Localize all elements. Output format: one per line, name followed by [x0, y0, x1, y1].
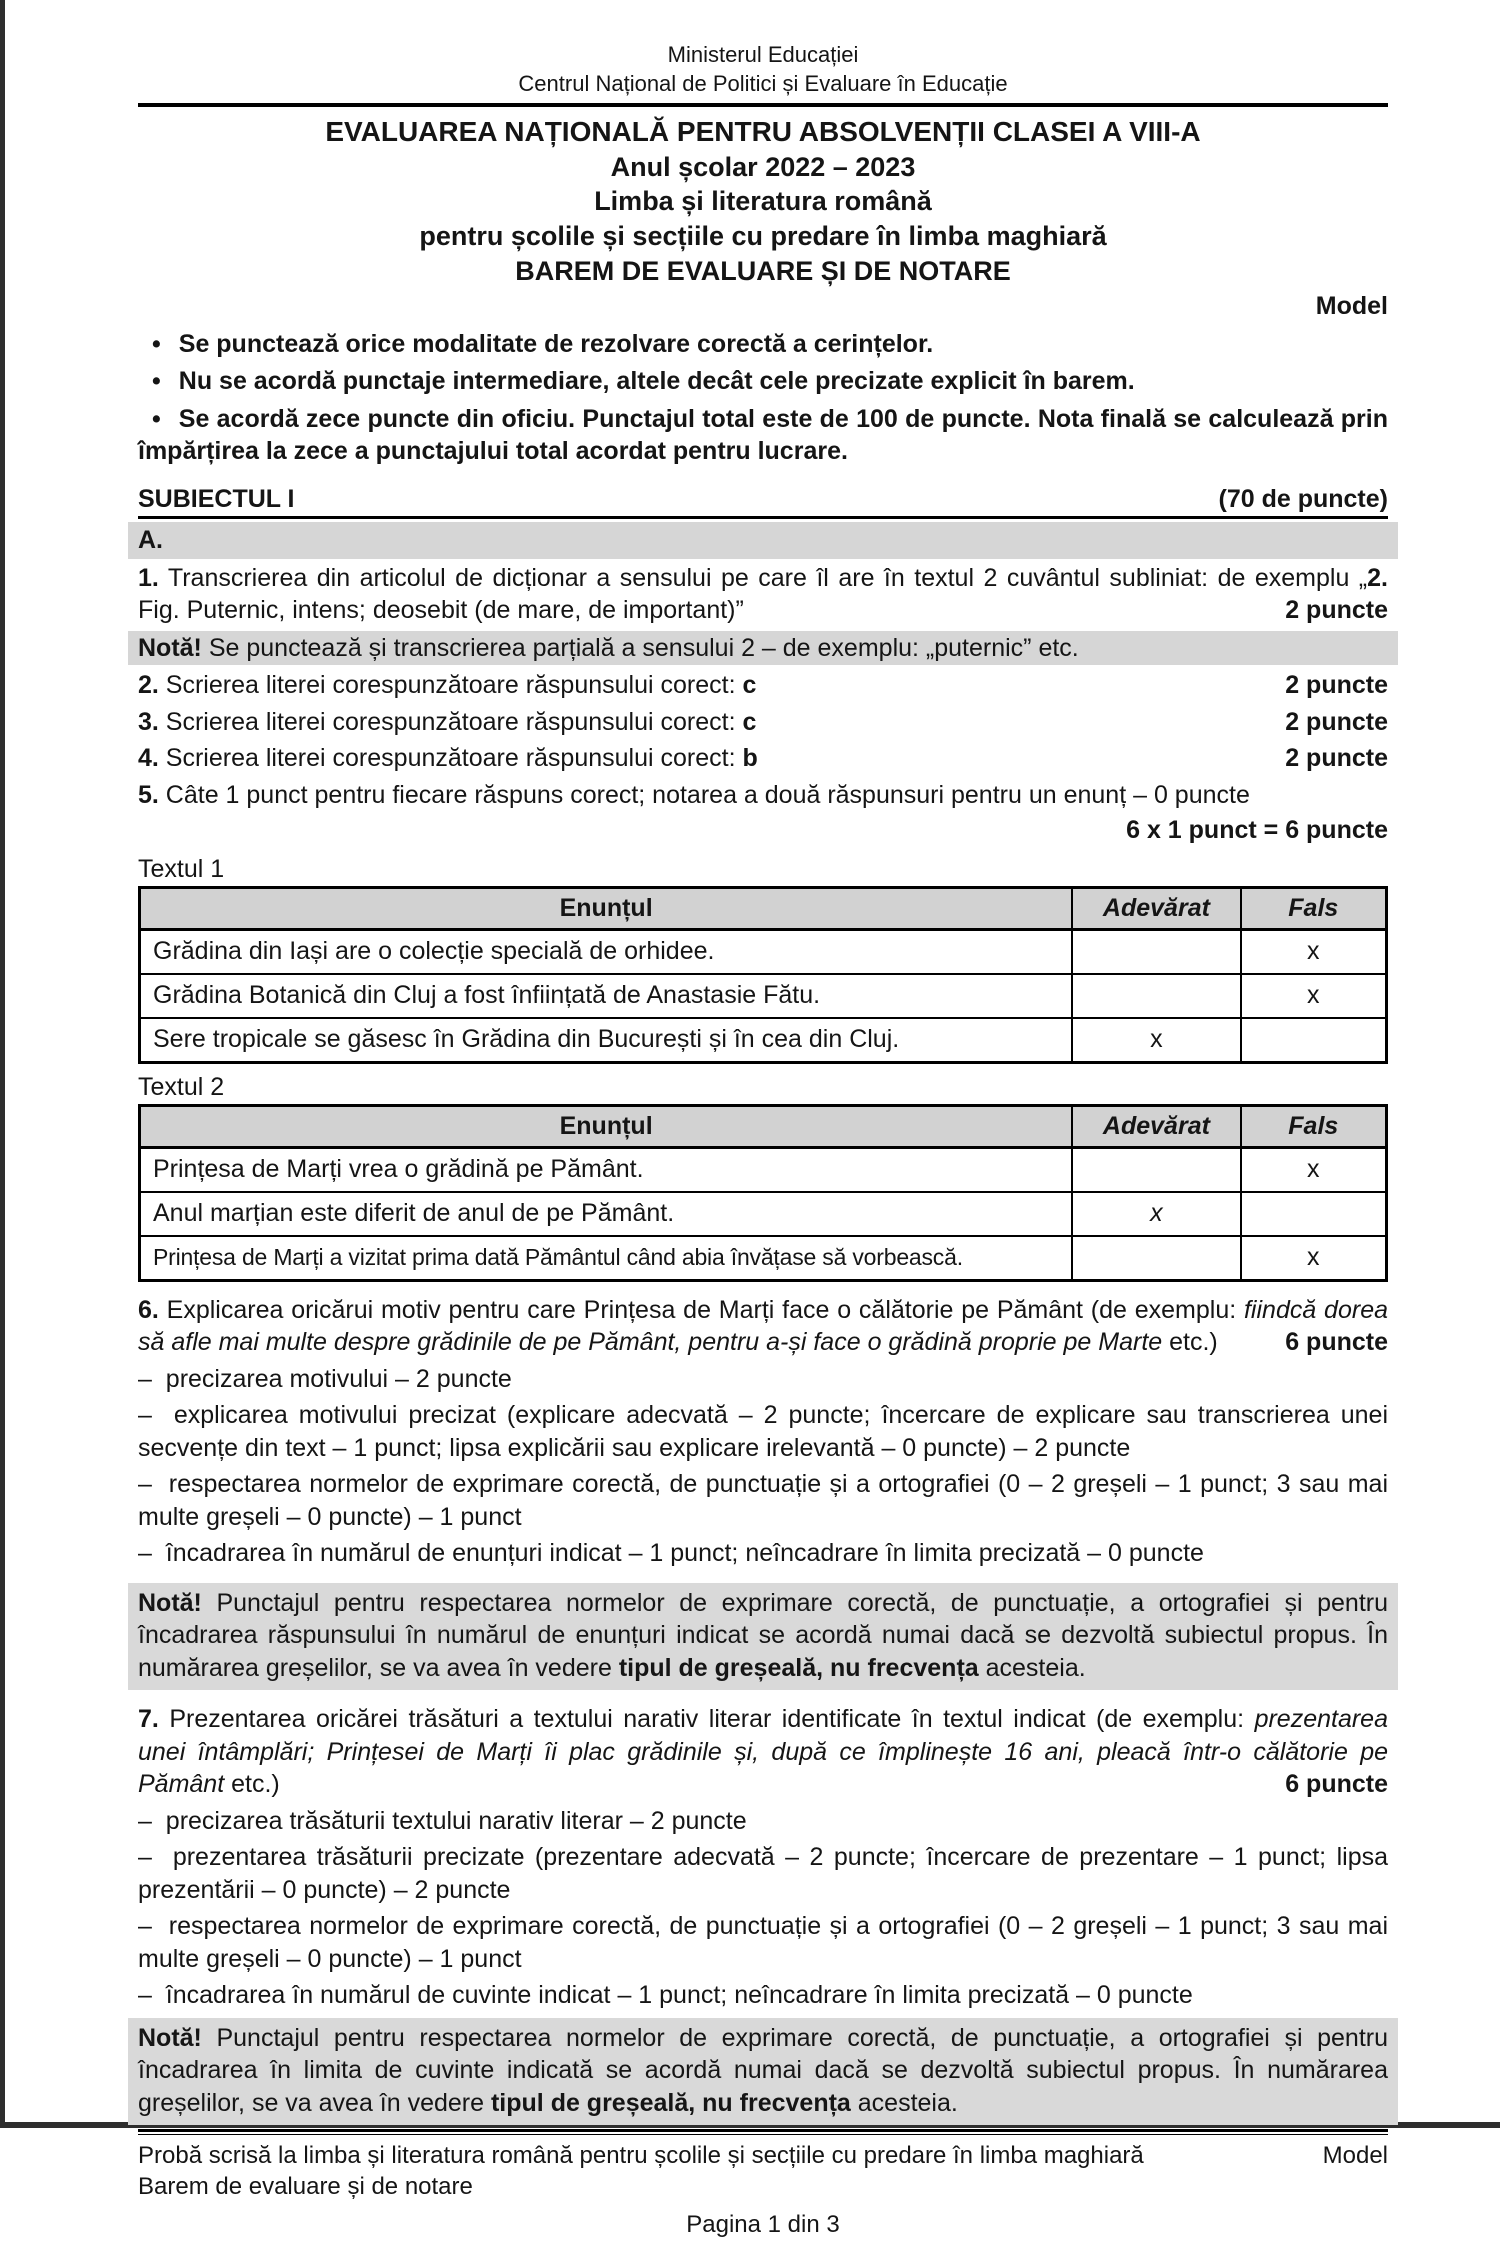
item-points: 6 puncte: [1285, 1770, 1388, 1799]
item-points: 2 puncte: [1285, 744, 1388, 773]
section-a-bar: A.: [128, 522, 1398, 559]
item-7-criterion: – prezentarea trăsăturii precizate (prezentare adecvată – 2 puncte; încercare de prezentare – 1 punct; lipsa prezentării – 0 puncte) – 2 puncte: [138, 1843, 1388, 1904]
ministry-name: Ministerul Educației: [667, 42, 859, 67]
item-6: [138, 1294, 1388, 1359]
adevarat-cell: x: [1072, 1192, 1240, 1236]
footer-row: [138, 2140, 1388, 2171]
nota-item-7: [128, 2018, 1398, 2126]
table-header-row: [140, 888, 1387, 930]
item-points: 6 puncte: [1285, 1328, 1388, 1357]
page-number: Pagina 1 din 3: [686, 2211, 840, 2239]
item-7-criterion: – respectarea normelor de exprimare corectă, de punctuație și a ortografiei (0 – 2 greșeli – 1 punct; 3 sau mai multe greșeli – 0 puncte) – 1 punct: [138, 1912, 1388, 1973]
fals-cell: [1241, 1018, 1387, 1063]
adevarat-cell: [1072, 1236, 1240, 1281]
adevarat-cell: [1072, 974, 1240, 1018]
footer-model-label: Model: [1322, 2142, 1388, 2170]
exam-title: EVALUAREA NAȚIONALĂ PENTRU ABSOLVENȚII CLASEI A VIII-A: [325, 116, 1201, 148]
footer-rule: [138, 2129, 1388, 2135]
bullet-icon: •: [152, 404, 161, 433]
fals-cell: x: [1241, 1147, 1387, 1192]
subject-heading-row: [138, 483, 1388, 520]
item-number: 7.: [138, 1705, 159, 1734]
table-textul-1: [138, 886, 1388, 1064]
adevarat-cell: x: [1072, 1018, 1240, 1063]
rule-text: Nu se acordă punctaje intermediare, altele decât cele precizate explicit în barem.: [178, 367, 1135, 396]
rule-text: Se punctează orice modalitate de rezolvare corectă a cerințelor.: [178, 329, 934, 358]
footer-exam-name: Probă scrisă la limba și literatura română pentru școlile și secțiile cu predare în limba maghiară: [138, 2142, 1144, 2170]
table-header-row: [140, 1106, 1387, 1148]
statement-cell: Prințesa de Marți a vizitat prima dată Pământul când abia învățase să vorbească.: [140, 1236, 1073, 1281]
nota-text: acesteia.: [978, 1653, 1086, 1682]
table-textul-2: [138, 1104, 1388, 1282]
table-row: [140, 1192, 1387, 1236]
subject-name: Limba și literatura română: [594, 186, 932, 217]
item-7-criterion: – încadrarea în numărul de cuvinte indicat – 1 punct; neîncadrare în limita precizată – 0 puncte: [138, 1981, 1193, 2010]
item-number: 6.: [138, 1295, 159, 1324]
subject-heading: SUBIECTUL I: [138, 484, 295, 513]
statement-cell: Sere tropicale se găsesc în Grădina din București și în cea din Cluj.: [140, 1018, 1073, 1063]
fals-cell: x: [1241, 929, 1387, 974]
item-text: Scrierea literei corespunzătoare răspunsului corect:: [158, 744, 743, 773]
fals-cell: [1241, 1192, 1387, 1236]
item-number: 4.: [138, 744, 159, 773]
col-adevarat: Adevărat: [1072, 1106, 1240, 1148]
col-adevarat: Adevărat: [1072, 888, 1240, 930]
col-enunt: Enunțul: [140, 1106, 1073, 1148]
adevarat-cell: [1072, 1147, 1240, 1192]
statement-cell: Grădina din Iași are o colecție specială de orhidee.: [140, 929, 1073, 974]
item-6-criterion: – încadrarea în numărul de enunțuri indicat – 1 punct; neîncadrare în limita precizată – 0 puncte: [138, 1539, 1204, 1568]
nota-text: acesteia.: [850, 2088, 958, 2117]
item-6-criterion: – explicarea motivului precizat (explicare adecvată – 2 puncte; încercare de explicare sau transcrierea unei secvențe din text – 1 punct; lipsa explicării sau explicare irelevantă – 0 puncte) – 2 puncte: [138, 1401, 1388, 1462]
item-example: prezentarea unei întâmplări; Prințesei de Marți îi plac grădinile și, după ce împlinește 16 ani, pleacă într-o călătorie pe Pământ: [138, 1705, 1388, 1799]
item-5: [138, 779, 1388, 812]
table-2-label: Textul 2: [138, 1072, 225, 1101]
center-name: Centrul Național de Politici și Evaluare în Educație: [518, 71, 1008, 97]
bullet-icon: •: [152, 329, 161, 358]
item-4: [138, 742, 1388, 775]
subject-points: (70 de puncte): [1218, 484, 1388, 513]
barem-title: BAREM DE EVALUARE ȘI DE NOTARE: [515, 255, 1011, 286]
item-text: Explicarea oricărui motiv pentru care Prințesa de Marți face o călătorie pe Pământ (de exemplu:: [158, 1295, 1244, 1324]
item-text: Fig. Puternic, intens; deosebit (de mare, de important)”: [138, 596, 744, 625]
item-7-criterion: – precizarea trăsăturii textului narativ literar – 2 puncte: [138, 1806, 747, 1835]
item-6-criterion: – respectarea normelor de exprimare corectă, de punctuație și a ortografiei (0 – 2 greșeli – 1 punct; 3 sau mai multe greșeli – 0 puncte) – 1 punct: [138, 1470, 1388, 1531]
item-answer: c: [742, 671, 757, 700]
rule-bullet-1: [138, 328, 1388, 361]
nota-label: Notă!: [138, 633, 202, 662]
item-text: Prezentarea oricărei trăsături a textului narativ literar identificate în textul indicat (de exemplu:: [158, 1705, 1255, 1734]
nota-text: Se punctează și transcrierea parțială a sensului 2 – de exemplu: „puternic” etc.: [201, 633, 1079, 662]
table-row: [140, 1236, 1387, 1281]
nota-item-6: [128, 1583, 1398, 1691]
table-row: [140, 1147, 1387, 1192]
col-fals: Fals: [1241, 888, 1387, 930]
item-number: 1.: [138, 563, 159, 592]
item-answer: b: [742, 744, 758, 773]
col-enunt: Enunțul: [140, 888, 1073, 930]
nota-text: Punctajul pentru respectarea normelor de exprimare corectă, de punctuație, a ortografiei și pentru încadrarea răspunsului în numărul de enunțuri indicat se acordă numai dacă se dezvoltă subiectul propus. În numărarea greșelilor, se va avea în vedere: [138, 1588, 1388, 1682]
page-footer: [138, 2129, 1388, 2241]
rule-text: Se acordă zece puncte din oficiu. Punctajul total este de 100 de puncte. Nota finală se calculează prin împărțirea la zece a punctajului total acordat pentru lucrare.: [138, 404, 1388, 466]
nota-text-bold: tipul de greșeală, nu frecvența: [490, 2088, 851, 2117]
statement-cell: Grădina Botanică din Cluj a fost înființată de Anastasie Fătu.: [140, 974, 1073, 1018]
item-text: Câte 1 punct pentru fiecare răspuns corect; notarea a două răspunsuri pentru un enunț – 0 puncte: [158, 780, 1250, 809]
statement-cell: Anul marțian este diferit de anul de pe Pământ.: [140, 1192, 1073, 1236]
item-text: etc.): [1162, 1328, 1218, 1357]
item-number: 5.: [138, 780, 159, 809]
item-3: [138, 706, 1388, 739]
rule-bullet-2: [138, 365, 1388, 398]
nota-text-bold: tipul de greșeală, nu frecvența: [618, 1653, 979, 1682]
item-6-criterion: – precizarea motivului – 2 puncte: [138, 1364, 512, 1393]
model-label: Model: [1315, 292, 1388, 321]
item-text: etc.): [224, 1770, 280, 1799]
col-fals: Fals: [1241, 1106, 1387, 1148]
item-2: [138, 669, 1388, 702]
fals-cell: x: [1241, 974, 1387, 1018]
table-row: [140, 929, 1387, 974]
item-points: 2 puncte: [1285, 707, 1388, 736]
item-text: Scrierea literei corespunzătoare răspunsului corect:: [158, 707, 743, 736]
table-row: [140, 1018, 1387, 1063]
school-type: pentru școlile și secțiile cu predare în limba maghiară: [419, 220, 1107, 251]
item-1: [138, 562, 1388, 627]
item-text: Scrierea literei corespunzătoare răspunsului corect:: [158, 671, 743, 700]
item-points: 2 puncte: [1285, 671, 1388, 700]
item-number: 3.: [138, 707, 159, 736]
nota-text: Punctajul pentru respectarea normelor de exprimare corectă, de punctuație, a ortografiei și pentru încadrarea în limita de cuvinte indicată se acordă numai dacă se dezvoltă subiectul propus. În numărarea greșelilor, se va avea în vedere: [138, 2023, 1388, 2117]
item-7: [138, 1703, 1388, 1801]
adevarat-cell: [1072, 929, 1240, 974]
header-rule: [138, 103, 1388, 107]
item-number: 2.: [138, 671, 159, 700]
table-row: [140, 974, 1387, 1018]
bullet-icon: •: [152, 367, 161, 396]
nota-label: Notă!: [138, 2023, 202, 2052]
rule-bullet-3: [138, 403, 1388, 468]
item-points: 2 puncte: [1285, 596, 1388, 625]
nota-label: Notă!: [138, 1588, 202, 1617]
fals-cell: x: [1241, 1236, 1387, 1281]
item-example: fiindcă dorea să afle mai multe despre grădinile de pe Pământ, pentru a-și face o grădină proprie pe Marte: [138, 1295, 1388, 1357]
table-1-label: Textul 1: [138, 854, 225, 883]
footer-barem-label: Barem de evaluare și de notare: [138, 2173, 473, 2201]
general-rules: [138, 323, 1388, 473]
nota-item-1: [128, 631, 1398, 666]
school-year: Anul școlar 2022 – 2023: [610, 151, 916, 182]
item-text: Transcrierea din articolul de dicționar a sensului pe care îl are în textul 2 cuvântul subliniat: de exemplu „: [158, 563, 1368, 592]
item-text-bold: 2.: [1367, 563, 1388, 592]
item-5-formula: 6 x 1 punct = 6 puncte: [1126, 816, 1388, 845]
statement-cell: Prințesa de Marți vrea o grădină pe Pământ.: [140, 1147, 1073, 1192]
item-answer: c: [742, 707, 757, 736]
